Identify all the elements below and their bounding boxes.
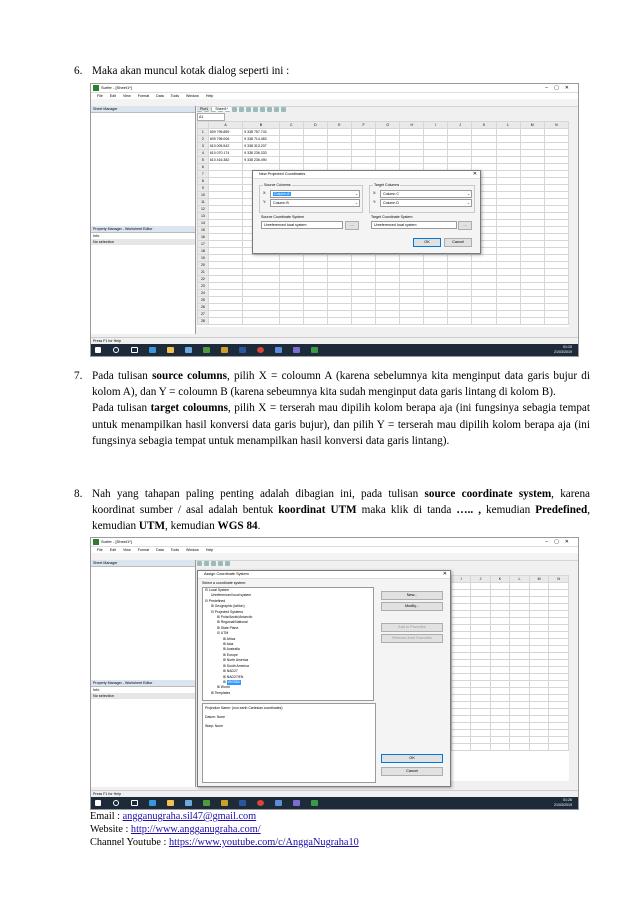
- surfer-app-icon: [93, 539, 99, 545]
- window-controls[interactable]: –▢✕: [545, 539, 575, 545]
- property-manager-header: Property Manager - Worksheet Editor: [91, 680, 195, 687]
- menu-window[interactable]: Window: [186, 94, 199, 98]
- tree-item[interactable]: ⊞ North America: [223, 658, 249, 663]
- row-header[interactable]: 25: [198, 297, 209, 304]
- status-bar: [91, 790, 578, 797]
- info-tab[interactable]: Info: [93, 688, 100, 692]
- tree-item-label: Projected Systems: [214, 609, 244, 614]
- corner-cell: [198, 122, 209, 129]
- sheet-manager-header: Sheet Manager: [91, 560, 195, 567]
- toolbar-icon[interactable]: [274, 107, 279, 112]
- store-icon[interactable]: [185, 347, 192, 353]
- task-view-icon[interactable]: [131, 347, 138, 353]
- row-header[interactable]: 23: [198, 283, 209, 290]
- cell-reference: [197, 113, 225, 121]
- step-8-text: maka klik di tanda: [356, 504, 457, 517]
- window-titlebar: [91, 84, 578, 93]
- target-x-select[interactable]: [380, 190, 472, 198]
- website-label: Website :: [90, 824, 131, 835]
- column-header[interactable]: L: [496, 122, 520, 129]
- tree-item[interactable]: ⊞ State Plane: [217, 625, 239, 630]
- chevron-down-icon: ⌄: [354, 201, 358, 205]
- menu-view[interactable]: View: [123, 94, 131, 98]
- windows-start-icon[interactable]: [95, 800, 101, 806]
- toolbar-icon[interactable]: [211, 561, 216, 566]
- tree-item[interactable]: ⊟ Projected Systems: [211, 609, 244, 614]
- step-8-bold: UTM: [138, 520, 166, 533]
- footer-youtube-line: [90, 836, 359, 849]
- edge-icon[interactable]: [149, 347, 156, 353]
- app-icon[interactable]: [203, 800, 210, 806]
- tree-item-label: Predefined: [208, 598, 226, 603]
- menu-help[interactable]: Help: [205, 548, 214, 552]
- cell-value[interactable]: 610 070.174: [208, 150, 242, 157]
- column-header[interactable]: I: [452, 576, 471, 583]
- column-header[interactable]: A: [208, 122, 242, 129]
- target-cs-label: Target Coordinate System: [371, 215, 413, 219]
- screenshot-assign-coordinate-system: [90, 537, 579, 810]
- tree-item-label: South America: [226, 663, 249, 668]
- youtube-link[interactable]: https://www.youtube.com/c/AnggaNugraha10: [168, 837, 359, 848]
- source-cs-label: Source Coordinate System: [261, 215, 304, 219]
- sheet-manager-panel: [91, 106, 196, 226]
- cell-value[interactable]: 9 338 236.490: [243, 157, 279, 164]
- row-header[interactable]: 19: [198, 255, 209, 262]
- row-header[interactable]: 8: [198, 178, 209, 185]
- tree-item[interactable]: ⊞ Europe: [223, 652, 238, 657]
- target-y-label: Y:: [373, 200, 377, 204]
- row-header[interactable]: 14: [198, 220, 209, 227]
- menu-file[interactable]: File: [97, 94, 103, 98]
- sheet-manager-header: Sheet Manager: [91, 106, 195, 113]
- step-7-paragraph-1: [92, 368, 590, 400]
- toolbar-icon[interactable]: [246, 107, 251, 112]
- row-header[interactable]: 1: [198, 129, 209, 136]
- target-cs-field: [371, 221, 457, 229]
- tree-item-label: Geographic (lat/lon): [214, 604, 245, 609]
- toolbar-icon[interactable]: [225, 561, 230, 566]
- tree-item-label: Local System: [208, 588, 230, 592]
- column-header[interactable]: J: [448, 122, 472, 129]
- menu-format[interactable]: Format: [137, 548, 150, 552]
- target-y-select[interactable]: [380, 199, 472, 207]
- toolbar-icon[interactable]: [204, 561, 209, 566]
- source-cs-value: Unreferenced local system: [264, 223, 307, 227]
- source-cs-browse-button[interactable]: ...: [345, 221, 359, 230]
- surfer-taskbar-icon[interactable]: [311, 347, 318, 353]
- column-header[interactable]: E: [327, 122, 351, 129]
- row-header[interactable]: 10: [198, 192, 209, 199]
- row-header[interactable]: 28: [198, 318, 209, 325]
- modify-button[interactable]: Modify...: [381, 602, 443, 611]
- tree-item[interactable]: ⊞ NAD27/EN: [223, 674, 244, 679]
- tree-item[interactable]: ⊞ Regional/National: [217, 620, 248, 625]
- tree-item-label: WGS84: [227, 679, 240, 684]
- footer-email-line: [90, 810, 359, 823]
- cell-value[interactable]: 9 338 236.333: [243, 150, 279, 157]
- windows-start-icon[interactable]: [95, 347, 101, 353]
- app-icon[interactable]: [221, 347, 228, 353]
- file-explorer-icon[interactable]: [167, 800, 174, 806]
- screenshot-new-projected-coordinates: [90, 83, 579, 357]
- chrome-icon[interactable]: [257, 347, 264, 353]
- tab-sheet1[interactable]: Sheet1*: [212, 107, 231, 111]
- clock: [554, 345, 572, 355]
- toolbar-icon[interactable]: [253, 107, 258, 112]
- surfer-app-icon: [93, 85, 99, 91]
- tree-item[interactable]: ⊞ Asia: [223, 642, 234, 647]
- taskbar: [91, 797, 578, 809]
- cell-value[interactable]: 610 005.542: [208, 143, 242, 150]
- dialog-title: New Projected Coordinates: [259, 172, 306, 176]
- column-header[interactable]: H: [400, 122, 424, 129]
- word-icon[interactable]: [239, 800, 246, 806]
- menu-file[interactable]: File: [97, 548, 103, 552]
- target-columns-label: Target Columns: [374, 183, 400, 187]
- step-number: 8.: [74, 488, 83, 500]
- tree-item[interactable]: ⊞ Geographic (lat/lon): [211, 604, 245, 609]
- tree-item-label: Unreferenced local system: [211, 593, 252, 598]
- row-header[interactable]: 4: [198, 150, 209, 157]
- surfer-taskbar-icon[interactable]: [311, 800, 318, 806]
- window-title: Surfer - [Sheet1*]: [101, 85, 132, 90]
- row-header[interactable]: 9: [198, 185, 209, 192]
- step-7-text: Pada tulisan: [92, 402, 151, 415]
- worksheet-table: [451, 575, 569, 751]
- tab-plot1[interactable]: Plot1: [197, 107, 211, 111]
- property-manager-header: Property Manager - Worksheet Editor: [91, 226, 195, 233]
- add-to-favorites-button[interactable]: Add to Favorites: [381, 623, 443, 632]
- tree-item[interactable]: ⊟ Local System: [205, 588, 230, 592]
- dialog-title-bar: [253, 171, 480, 179]
- menu-help[interactable]: Help: [205, 94, 214, 98]
- step-7-bold: source columns: [152, 370, 227, 382]
- edge-icon[interactable]: [149, 800, 156, 806]
- step-7-text: , pilih X = coloumn A (karena sebelumnya kita menginput data garis bujur di kolom A), dan Y = coloumn B (karena sebeumnya kita sudah menginput data garis lintang di kolom B).: [92, 370, 590, 399]
- tree-item-label: Polar/Arctic/Antarctic: [220, 615, 253, 620]
- toolbar-icon[interactable]: [267, 107, 272, 112]
- toolbar-icon[interactable]: [218, 561, 223, 566]
- source-x-select[interactable]: [270, 190, 360, 198]
- target-cs-browse-button[interactable]: ...: [458, 221, 472, 230]
- cancel-button[interactable]: Cancel: [444, 238, 472, 247]
- source-columns-label: Source Columns: [264, 183, 291, 187]
- column-header[interactable]: K: [472, 122, 496, 129]
- row-header[interactable]: 12: [198, 206, 209, 213]
- step-8-text: .: [257, 520, 261, 533]
- row-header[interactable]: 21: [198, 269, 209, 276]
- projection-info-box: [202, 703, 376, 783]
- toolbar-icon[interactable]: [281, 107, 286, 112]
- step-number: 6.: [74, 65, 83, 77]
- email-link[interactable]: angganugraha.sil47@gmail.com: [122, 811, 257, 822]
- column-header[interactable]: K: [490, 576, 510, 583]
- column-header[interactable]: N: [544, 122, 568, 129]
- source-cs-field: [261, 221, 343, 229]
- search-icon[interactable]: [113, 347, 119, 353]
- row-header[interactable]: 15: [198, 227, 209, 234]
- app-icon[interactable]: [293, 347, 300, 353]
- step-8-bold: Predefined: [535, 504, 588, 517]
- tree-item-label: NAD27: [226, 669, 238, 674]
- column-header[interactable]: I: [424, 122, 448, 129]
- source-x-label: X:: [263, 191, 267, 195]
- column-header[interactable]: M: [520, 122, 544, 129]
- row-header[interactable]: 20: [198, 262, 209, 269]
- column-header[interactable]: F: [352, 122, 376, 129]
- tree-item-label: UTM: [220, 631, 229, 636]
- step-8-text: kemudian: [481, 504, 536, 517]
- tree-item[interactable]: ⊞ Australia: [223, 647, 240, 652]
- worksheet-grid: [451, 575, 569, 781]
- tree-item-label: Australia: [226, 647, 240, 652]
- property-manager-panel: [91, 680, 196, 787]
- window-titlebar: [91, 538, 578, 547]
- step-8-bold: source coordinate system: [424, 488, 552, 500]
- tree-item-label: Europe: [226, 652, 238, 657]
- new-button[interactable]: New...: [381, 591, 443, 600]
- chevron-down-icon: ⌄: [466, 201, 470, 205]
- dialog-title: Assign Coordinate System: [204, 572, 249, 576]
- step-number: 7.: [74, 370, 83, 382]
- tree-item[interactable]: ⊞ NAD27: [223, 669, 238, 674]
- source-y-select[interactable]: [270, 199, 360, 207]
- row-header[interactable]: 16: [198, 234, 209, 241]
- taskbar: [91, 344, 578, 356]
- row-header[interactable]: 13: [198, 213, 209, 220]
- clock-date: 21/03/2019: [554, 803, 572, 807]
- target-cs-value: Unreferenced local system: [374, 223, 417, 227]
- step-7: [74, 368, 590, 449]
- step-8-text: Nah yang tahapan paling penting adalah dibagian ini, pada tulisan: [92, 488, 425, 500]
- tree-item-label: NAD27/EN: [226, 674, 244, 679]
- step-8-bold: koordinat UTM: [278, 504, 357, 517]
- tree-item-label: Regional/National: [220, 620, 248, 625]
- footer: [90, 810, 359, 849]
- cell-value[interactable]: 9 338 714.463: [243, 136, 279, 143]
- toolbar-icon[interactable]: [239, 107, 244, 112]
- status-text: Press F1 for Help: [93, 792, 121, 796]
- remove-from-favorites-button[interactable]: Remove from Favorites: [381, 634, 443, 643]
- step-7-text: Pada tulisan: [92, 370, 153, 382]
- tree-item-selected[interactable]: ⊞ WGS84: [223, 679, 240, 684]
- menu-tools[interactable]: Tools: [170, 94, 180, 98]
- clock-time: 01:26: [563, 798, 572, 802]
- row-header[interactable]: 3: [198, 143, 209, 150]
- word-icon[interactable]: [239, 347, 246, 353]
- source-y-value: Column B: [273, 201, 289, 205]
- cell-value[interactable]: 610 416.382: [208, 157, 242, 164]
- tree-item-label: North America: [226, 658, 249, 663]
- sheet-manager-panel: [91, 560, 196, 680]
- info-tab[interactable]: Info: [93, 234, 100, 238]
- property-manager-panel: [91, 226, 196, 334]
- chevron-down-icon: ⌄: [466, 192, 470, 196]
- status-bar: [91, 337, 578, 344]
- column-header[interactable]: G: [376, 122, 400, 129]
- menu-window[interactable]: Window: [186, 548, 199, 552]
- row-header[interactable]: 6: [198, 164, 209, 171]
- no-selection-text: No selection: [91, 239, 195, 245]
- target-y-value: Column D: [383, 201, 399, 205]
- tree-item-label: State Plane: [220, 625, 239, 630]
- app-icon[interactable]: [293, 800, 300, 806]
- tree-item[interactable]: ⊞ Polar/Arctic/Antarctic: [217, 615, 253, 620]
- row-header[interactable]: 18: [198, 248, 209, 255]
- chrome-icon[interactable]: [257, 800, 264, 806]
- row-header[interactable]: 7: [198, 171, 209, 178]
- close-icon[interactable]: ✕: [442, 571, 447, 577]
- target-x-label: X:: [373, 191, 377, 195]
- app-icon[interactable]: [203, 347, 210, 353]
- cancel-button[interactable]: Cancel: [381, 767, 443, 776]
- tree-item-label: Asia: [226, 642, 234, 647]
- step-8: [74, 486, 590, 535]
- row-header[interactable]: 24: [198, 290, 209, 297]
- file-explorer-icon[interactable]: [167, 347, 174, 353]
- row-header[interactable]: 27: [198, 311, 209, 318]
- warp-name: Warp: None: [205, 724, 223, 728]
- source-y-label: Y:: [263, 200, 267, 204]
- clock: [554, 798, 572, 808]
- step-8-text: , kemudian: [92, 504, 590, 533]
- datum-name: Datum: None: [205, 715, 225, 719]
- row-header[interactable]: 5: [198, 157, 209, 164]
- tree-item[interactable]: ⊞ South America: [223, 663, 249, 668]
- close-icon[interactable]: ✕: [472, 171, 477, 177]
- target-columns-group: [369, 185, 475, 213]
- tree-item[interactable]: ⊞ Africa: [223, 636, 236, 641]
- task-view-icon[interactable]: [131, 800, 138, 806]
- menu-view[interactable]: View: [123, 548, 131, 552]
- no-selection-text: No selection: [91, 693, 195, 699]
- footer-website-line: [90, 823, 359, 836]
- step-7-text: , pilih X = terserah mau dipilih kolom berapa aja (ini fungsinya sebagia tempat untuk menampilkan hasil konversi data garis bujur), dan pilih Y = terserah mau dipilih kolom berapa aja (ini fungsinya sebagia tempat untuk menampilkan hasil konversi data garis lintang).: [92, 402, 590, 447]
- step-8-bold: WGS 84: [217, 520, 258, 533]
- menu-data[interactable]: Data: [156, 548, 164, 552]
- youtube-label: Channel Youtube :: [90, 837, 169, 848]
- cell-value[interactable]: 9 338 313.207: [243, 143, 279, 150]
- source-columns-group: [259, 185, 363, 213]
- ok-button[interactable]: OK: [381, 754, 443, 763]
- email-label: Email :: [90, 811, 123, 822]
- app-icon[interactable]: [275, 347, 282, 353]
- tree-item[interactable]: ⊞ Templates: [211, 690, 231, 695]
- dialog-title-bar: [198, 571, 450, 579]
- projection-name: Projection Name: (non earth Cartesian coordinates): [205, 706, 283, 710]
- row-header[interactable]: 26: [198, 304, 209, 311]
- cell-value[interactable]: 9 338 757.743: [243, 129, 279, 136]
- document-tabs: [197, 106, 231, 112]
- toolbar-icon[interactable]: [232, 107, 237, 112]
- step-8-bold: ….. ,: [456, 504, 481, 517]
- chevron-down-icon: ⌄: [354, 192, 358, 196]
- tree-item-label: Africa: [226, 636, 236, 641]
- column-header[interactable]: D: [303, 122, 327, 129]
- menu-edit[interactable]: Edit: [109, 548, 116, 552]
- column-header[interactable]: M: [529, 576, 549, 583]
- row-header[interactable]: 11: [198, 199, 209, 206]
- tree-item-label: World: [220, 685, 230, 690]
- menu-data[interactable]: Data: [156, 94, 164, 98]
- cell-value[interactable]: 609 795.859: [208, 129, 242, 136]
- source-x-value: Column A: [274, 192, 290, 196]
- ok-button[interactable]: OK: [413, 238, 441, 247]
- window-title: Surfer - [Sheet1*]: [101, 539, 132, 544]
- step-7-bold: target coloumns: [150, 402, 228, 415]
- new-projected-coordinates-dialog: [252, 170, 481, 254]
- column-header[interactable]: J: [471, 576, 490, 583]
- tree-item[interactable]: ⊟ UTM: [217, 631, 229, 636]
- row-header[interactable]: 2: [198, 136, 209, 143]
- column-header[interactable]: B: [243, 122, 279, 129]
- row-header[interactable]: 17: [198, 241, 209, 248]
- cell-value[interactable]: 609 796.006: [208, 136, 242, 143]
- status-text: Press F1 for Help: [93, 339, 121, 343]
- cell-reference-text: A1: [199, 115, 204, 119]
- menu-tools[interactable]: Tools: [170, 548, 180, 552]
- column-header[interactable]: C: [279, 122, 303, 129]
- window-controls[interactable]: –▢✕: [545, 85, 575, 91]
- assign-coordinate-system-dialog: [197, 570, 451, 787]
- column-header[interactable]: L: [510, 576, 529, 583]
- select-cs-label: Select a coordinate system:: [202, 581, 247, 585]
- step-6: [74, 63, 590, 79]
- toolbar-icon[interactable]: [197, 561, 202, 566]
- step-8-text: , karena koordinat sumber / asal adalah bentuk: [92, 488, 590, 517]
- step-8-text: , kemudian: [165, 520, 218, 533]
- app-icon[interactable]: [221, 800, 228, 806]
- store-icon[interactable]: [185, 800, 192, 806]
- step-7-paragraph-2: [92, 400, 590, 449]
- menu-format[interactable]: Format: [137, 94, 150, 98]
- toolbar-icon[interactable]: [260, 107, 265, 112]
- coordinate-system-tree[interactable]: [202, 587, 374, 701]
- clock-date: 21/03/2019: [554, 350, 572, 354]
- target-x-value: Column C: [383, 192, 399, 196]
- step-6-text: Maka akan muncul kotak dialog seperti ini :: [92, 65, 290, 77]
- tree-item[interactable]: ⊟ Predefined: [205, 598, 226, 603]
- column-header[interactable]: N: [549, 576, 569, 583]
- search-icon[interactable]: [113, 800, 119, 806]
- row-header[interactable]: 22: [198, 276, 209, 283]
- app-icon[interactable]: [275, 800, 282, 806]
- tree-item[interactable]: ⊞ World: [217, 685, 230, 690]
- website-link[interactable]: http://www.angganugraha.com/: [130, 824, 261, 835]
- clock-time: 01:10: [563, 345, 572, 349]
- menu-edit[interactable]: Edit: [109, 94, 116, 98]
- tree-item-label: Templates: [214, 690, 231, 695]
